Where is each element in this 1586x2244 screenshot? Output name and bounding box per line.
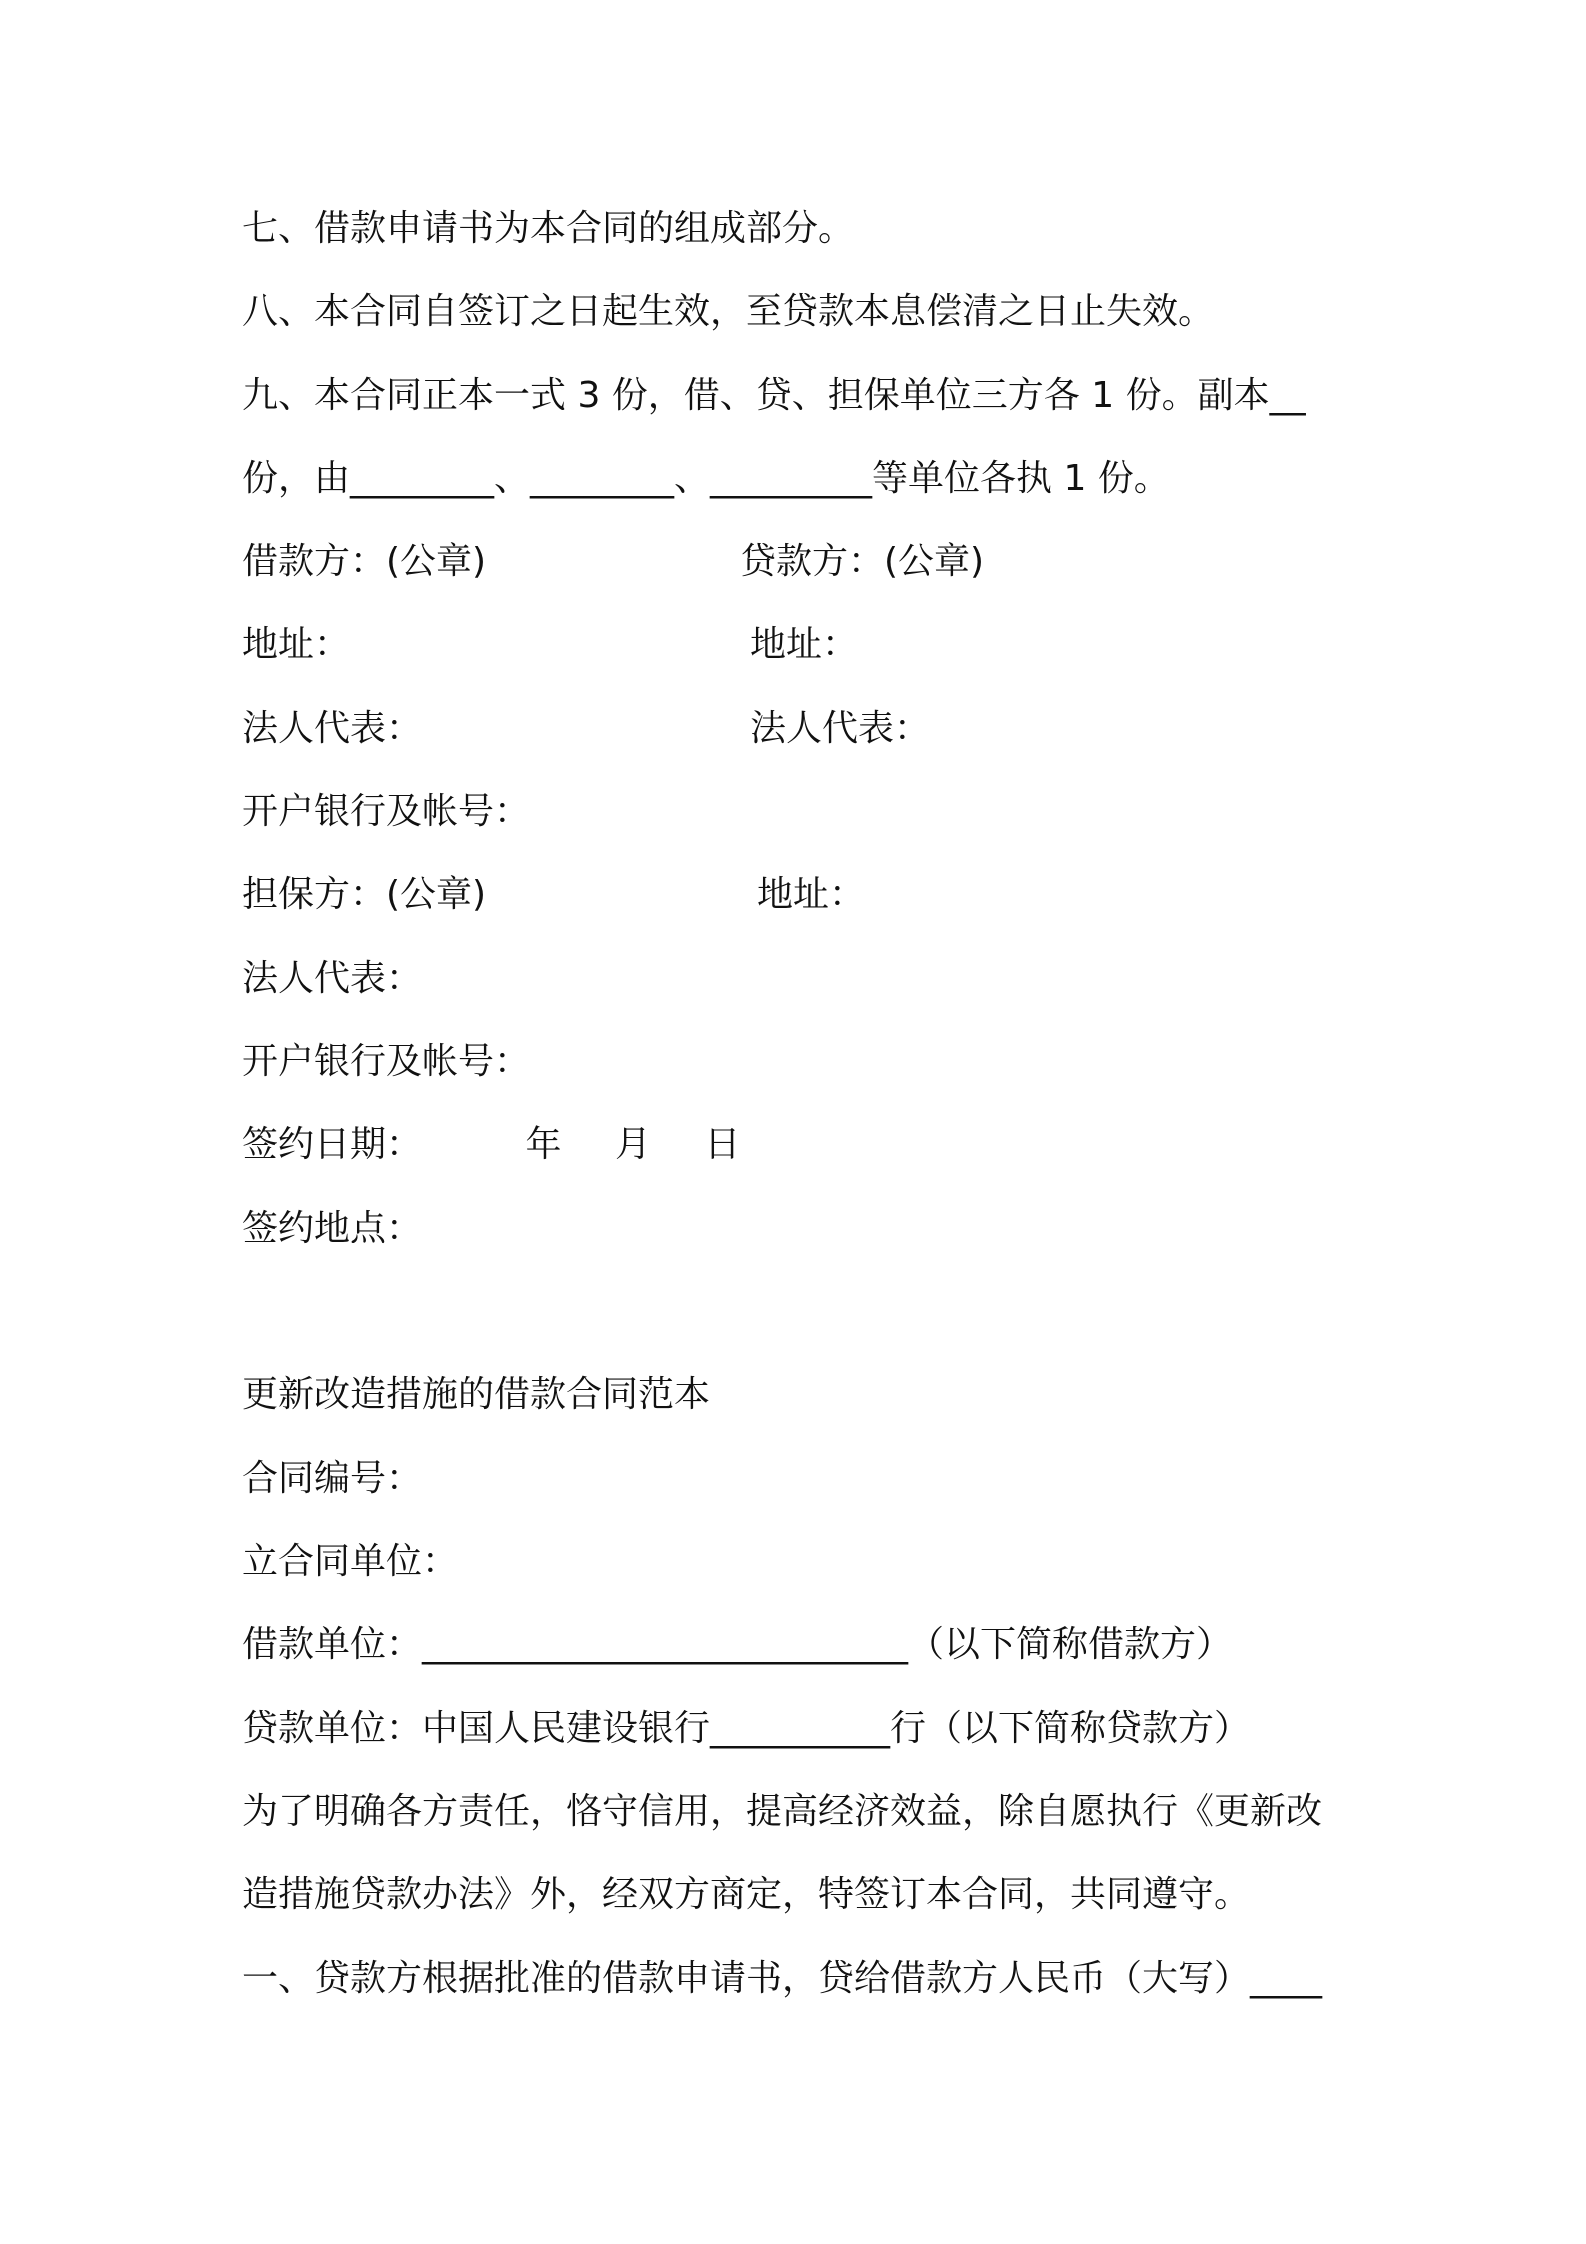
contract-parties: 立合同单位： <box>242 1541 459 1582</box>
sign-date-year: 年 <box>525 1124 562 1165</box>
guarantor-address: 地址： <box>757 874 866 915</box>
lender-address: 地址： <box>750 624 859 665</box>
borrower-unit: 借款单位：___________________________（以下简称借款方） <box>242 1624 1233 1665</box>
borrower-bank-account: 开户银行及帐号： <box>242 791 531 832</box>
borrower-address: 地址： <box>242 624 351 665</box>
intro-line2: 造措施贷款办法》外，经双方商定，特签订本合同，共同遵守。 <box>242 1874 1251 1915</box>
sign-date <box>242 1121 740 1169</box>
borrower-seal: 借款方：(公章) <box>242 541 487 582</box>
sign-date-day: 日 <box>704 1124 741 1165</box>
clause-1-start: 一、贷款方根据批准的借款申请书，贷给借款方人民币（大写）____ <box>242 1958 1323 1999</box>
lender-representative: 法人代表： <box>750 708 931 749</box>
template-title: 更新改造措施的借款合同范本 <box>242 1374 711 1415</box>
sign-place: 签约地点： <box>242 1208 423 1249</box>
contract-number: 合同编号： <box>242 1458 423 1499</box>
sign-date-label: 签约日期： <box>242 1124 423 1165</box>
sign-date-month: 月 <box>614 1124 651 1165</box>
intro-line1: 为了明确各方责任，恪守信用，提高经济效益，除自愿执行《更新改 <box>242 1791 1323 1832</box>
clause-9-line2: 份，由________、________、_________等单位各执 1 份。 <box>242 458 1170 499</box>
clause-8: 八、本合同自签订之日起生效，至贷款本息偿清之日止失效。 <box>242 291 1215 332</box>
guarantor-seal: 担保方：(公章) <box>242 874 487 915</box>
borrower-representative: 法人代表： <box>242 708 423 749</box>
guarantor-bank-account: 开户银行及帐号： <box>242 1041 531 1082</box>
guarantor-representative: 法人代表： <box>242 958 423 999</box>
clause-7: 七、借款申请书为本合同的组成部分。 <box>242 208 855 249</box>
clause-9-line1: 九、本合同正本一式 3 份，借、贷、担保单位三方各 1 份。副本__ <box>242 375 1306 416</box>
lender-unit: 贷款单位：中国人民建设银行__________行（以下简称贷款方） <box>242 1708 1251 1749</box>
lender-seal: 贷款方：(公章) <box>740 541 985 582</box>
